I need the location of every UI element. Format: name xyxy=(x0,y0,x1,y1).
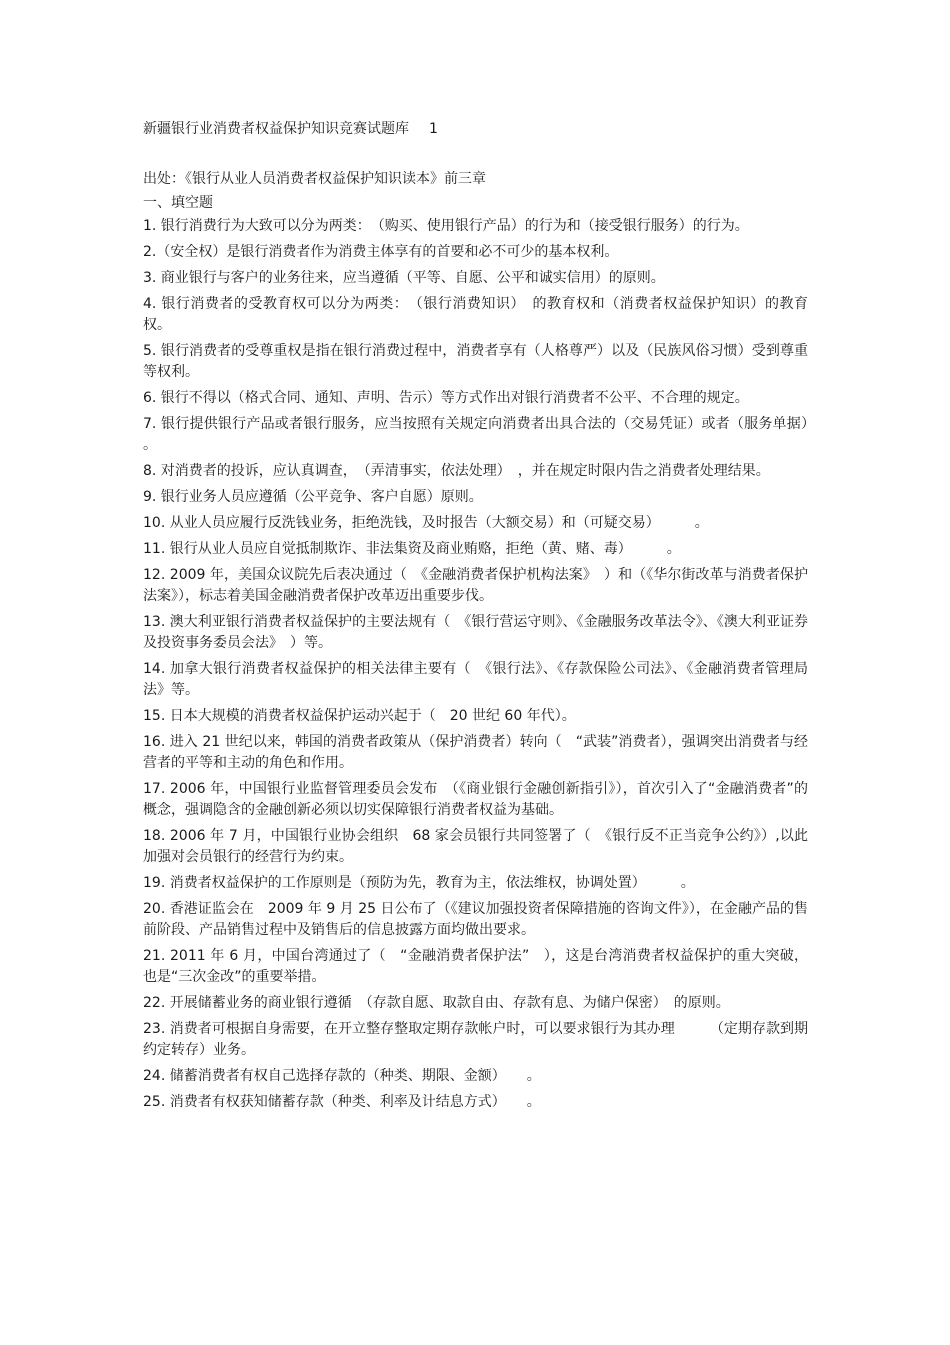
document-title xyxy=(143,118,808,140)
question-item: 24. 储蓄消费者有权自己选择存款的（种类、期限、金额） 。 xyxy=(143,1068,541,1084)
question-item: 17. 2006 年，中国银行业监督管理委员会发布 （《商业银行金融创新指引》），首次引入了“金融消费者”的概念，强调隐含的金融创新必须以切实保障银行消费者权益为基础。 xyxy=(143,781,808,818)
question-list xyxy=(143,216,822,1113)
question-item: 20. 香港证监会在 2009 年 9 月 25 日公布了（《建议加强投资者保障措施的咨询文件》），在金融产品的售前阶段、产品销售过程中及销售后的信息披露方面均做出要求。 xyxy=(143,901,808,938)
question-item: 11. 银行从业人员应自觉抵制欺诈、非法集资及商业贿赂，拒绝（黄、赌、毒） 。 xyxy=(143,541,681,557)
question-item: 25. 消费者有权获知储蓄存款（种类、利率及计结息方式） 。 xyxy=(143,1094,541,1110)
question-item: 10. 从业人员应履行反洗钱业务，拒绝洗钱，及时报告（大额交易）和（可疑交易） 。 xyxy=(143,515,709,531)
question-item: 9. 银行业务人员应遵循（公平竞争、客户自愿）原则。 xyxy=(143,489,483,505)
question-item: 2.（安全权）是银行消费者作为消费主体享有的首要和必不可少的基本权利。 xyxy=(143,244,619,260)
question-item: 12. 2009 年，美国众议院先后表决通过（ 《金融消费者保护机构法案》 ）和（《华尔街改革与消费者保护法案》），标志着美国金融消费者保护改革迈出重要步伐。 xyxy=(143,567,808,604)
question-item: 19. 消费者权益保护的工作原则是（预防为先，教育为主，依法维权，协调处置） 。 xyxy=(143,875,695,891)
section-heading: 一、填空题 xyxy=(143,195,213,211)
question-item: 3. 商业银行与客户的业务往来，应当遵循（平等、自愿、公平和诚实信用）的原则。 xyxy=(143,270,665,286)
question-item: 6. 银行不得以（格式合同、通知、声明、告示）等方式作出对银行消费者不公平、不合理的规定。 xyxy=(143,390,749,406)
question-item: 1. 银行消费行为大致可以分为两类： （购买、使用银行产品）的行为和（接受银行服务）的行为。 xyxy=(143,218,749,234)
question-item: 16. 进入 21 世纪以来，韩国的消费者政策从（保护消费者）转向（ “武装”消费者），强调突出消费者与经营者的平等和主动的角色和作用。 xyxy=(143,734,808,771)
question-item: 4. 银行消费者的受教育权可以分为两类： （银行消费知识） 的教育权和（消费者权益保护知识）的教育权。 xyxy=(143,296,808,333)
title-text: 新疆银行业消费者权益保护知识竞赛试题库 xyxy=(143,121,409,137)
question-item: 7. 银行提供银行产品或者银行服务，应当按照有关规定向消费者出具合法的（交易凭证）或者（服务单据） 。 xyxy=(143,416,822,453)
question-item: 8. 对消费者的投诉，应认真调查， （弄清事实，依法处理） ，并在规定时限内告之消费者处理结果。 xyxy=(143,463,770,479)
question-item: 23. 消费者可根据自身需要，在开立整存整取定期存款帐户时，可以要求银行为其办理 （定期存款到期约定转存）业务。 xyxy=(143,1021,808,1058)
question-item: 14. 加拿大银行消费者权益保护的相关法律主要有（ 《银行法》、《存款保险公司法》、《金融消费者管理局法》等。 xyxy=(143,661,808,698)
question-item: 5. 银行消费者的受尊重权是指在银行消费过程中，消费者享有（人格尊严）以及（民族风俗习惯）受到尊重等权利。 xyxy=(143,343,808,380)
source-line: 出处：《银行从业人员消费者权益保护知识读本》前三章 xyxy=(143,171,486,187)
question-item: 13. 澳大利亚银行消费者权益保护的主要法规有（ 《银行营运守则》、《金融服务改革法令》、《澳大利亚证券及投资事务委员会法》 ）等。 xyxy=(143,614,808,651)
question-item: 15. 日本大规模的消费者权益保护运动兴起于（ 20 世纪 60 年代）。 xyxy=(143,708,576,724)
question-item: 22. 开展储蓄业务的商业银行遵循 （存款自愿、取款自由、存款有息、为储户保密） 的原则。 xyxy=(143,995,730,1011)
title-number: 1 xyxy=(429,121,438,137)
document-page xyxy=(143,118,822,1118)
question-item: 18. 2006 年 7 月，中国银行业协会组织 68 家会员银行共同签署了（ 《银行反不正当竞争公约》）,以此加强对会员银行的经营行为约束。 xyxy=(143,828,808,865)
question-item: 21. 2011 年 6 月，中国台湾通过了（ “金融消费者保护法” ），这是台湾消费者权益保护的重大突破，也是“三次金改”的重要举措。 xyxy=(143,948,808,985)
